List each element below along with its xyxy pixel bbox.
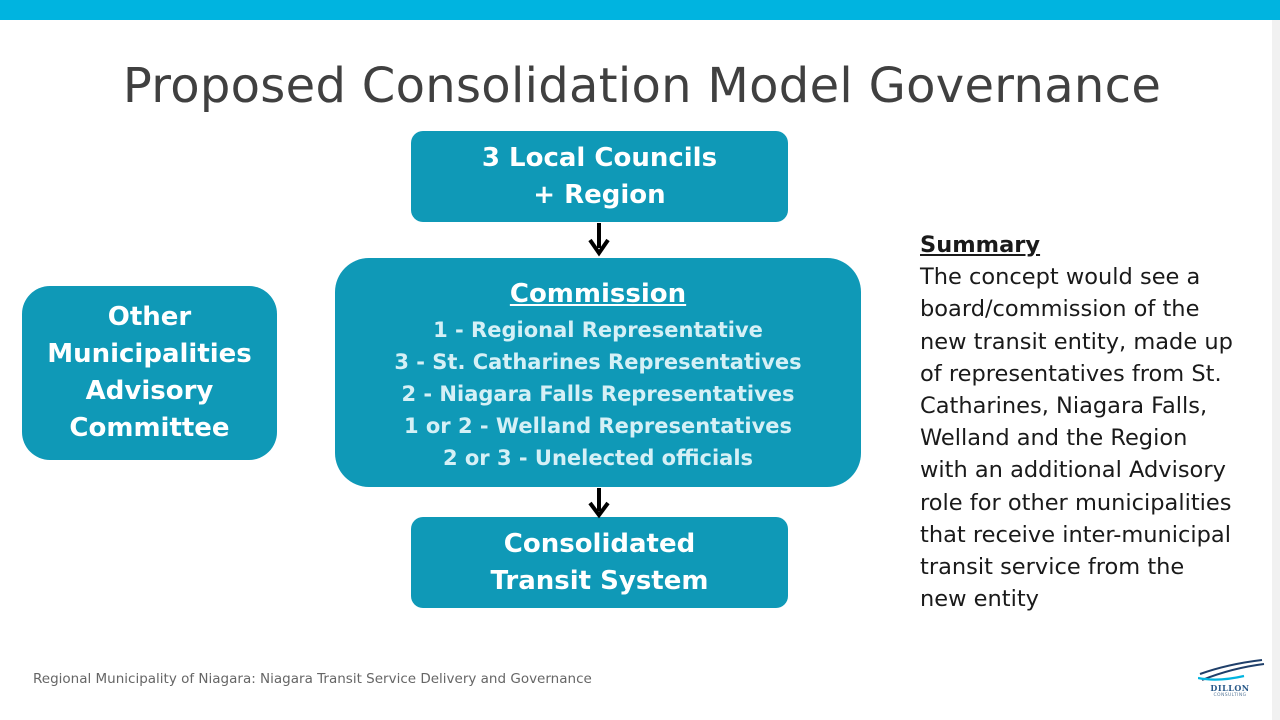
slide-edge: [1272, 20, 1280, 720]
footer-text: Regional Municipality of Niagara: Niagara Transit Service Delivery and Governance: [33, 671, 592, 687]
summary-panel: [920, 229, 1260, 615]
dillon-logo: [1198, 656, 1266, 702]
accent-top-bar: [0, 0, 1280, 20]
commission-member: 1 - Regional Representative: [433, 317, 763, 342]
commission-member: 2 or 3 - Unelected officials: [442, 445, 754, 470]
slide-title: Proposed Consolidation Model Governance: [122, 58, 1162, 114]
advisory-box: [22, 286, 277, 460]
summary-heading: Summary: [920, 232, 1041, 258]
advisory-line-2: Municipalities: [47, 339, 252, 369]
commission-heading: Commission: [509, 278, 687, 309]
logo-name: DILLON: [1210, 683, 1250, 693]
summary-body: The concept would see a board/commission of the new transit entity, made up of representatives from St. Catharines, Niagara Falls, Welland and the Region with an additional Advisory role for other municipalities that receive inter-municipal transit service from the new entity: [920, 264, 1233, 613]
advisory-line-4: Committee: [69, 413, 230, 443]
arrow-councils-to-commission: [590, 223, 608, 253]
advisory-line-1: Other: [107, 302, 192, 332]
commission-member: 2 - Niagara Falls Representatives: [401, 381, 795, 406]
commission-box: [335, 258, 861, 487]
councils-line-2: + Region: [533, 179, 666, 210]
transit-line-2: Transit System: [490, 565, 709, 596]
councils-box: [411, 131, 788, 222]
advisory-line-3: Advisory: [85, 376, 214, 406]
commission-member: 3 - St. Catharines Representatives: [394, 349, 802, 374]
logo-sub: CONSULTING: [1213, 693, 1247, 698]
commission-member: 1 or 2 - Welland Representatives: [403, 413, 793, 438]
logo-swoosh-icon: [1198, 656, 1266, 686]
arrow-commission-to-transit: [590, 488, 608, 515]
councils-line-1: 3 Local Councils: [481, 142, 718, 173]
transit-line-1: Consolidated: [503, 528, 696, 559]
transit-box: [411, 517, 788, 608]
